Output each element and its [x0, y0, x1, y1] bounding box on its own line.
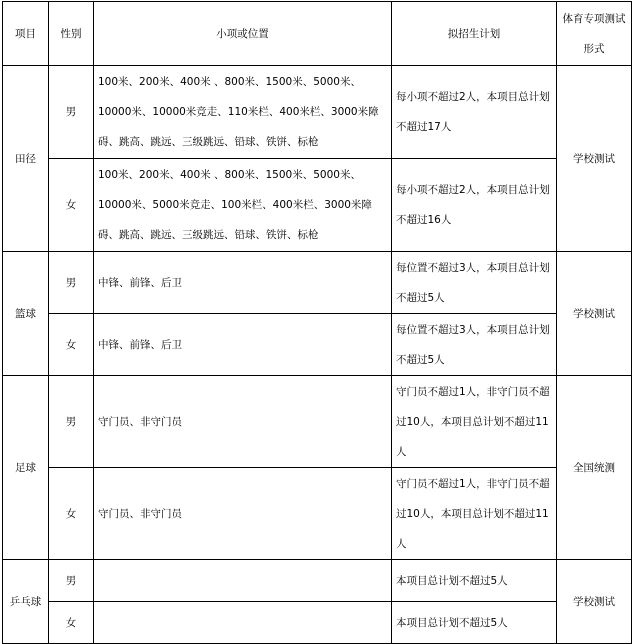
section-name-football: 足球 [3, 376, 49, 560]
subitem-cell [94, 602, 392, 644]
header-gender: 性别 [49, 2, 94, 66]
header-test-form: 体育专项测试形式 [557, 2, 632, 66]
section-name-basketball: 篮球 [3, 252, 49, 376]
subitem-cell [94, 560, 392, 602]
table-row [3, 560, 632, 602]
table-row [3, 314, 632, 376]
section-name-table-tennis: 乒乓球 [3, 560, 49, 644]
gender-cell: 男 [49, 560, 94, 602]
gender-cell: 男 [49, 252, 94, 314]
gender-cell: 男 [49, 376, 94, 468]
table-row [3, 602, 632, 644]
plan-cell: 每小项不超过2人，本项目总计划不超过17人 [392, 66, 557, 159]
gender-cell: 女 [49, 159, 94, 252]
gender-cell: 女 [49, 468, 94, 560]
test-form-cell: 学校测试 [557, 252, 632, 376]
gender-cell: 女 [49, 314, 94, 376]
section-name-athletics: 田径 [3, 66, 49, 252]
test-form-cell: 全国统测 [557, 376, 632, 560]
header-subitem: 小项或位置 [94, 2, 392, 66]
table-row [3, 376, 632, 468]
plan-cell: 每小项不超过2人，本项目总计划不超过16人 [392, 159, 557, 252]
table-row [3, 159, 632, 252]
table-row [3, 252, 632, 314]
plan-cell: 每位置不超过3人，本项目总计划不超过5人 [392, 252, 557, 314]
plan-cell: 守门员不超过1人，非守门员不超过10人，本项目总计划不超过11人 [392, 468, 557, 560]
test-form-cell: 学校测试 [557, 560, 632, 644]
gender-cell: 男 [49, 66, 94, 159]
plan-cell: 守门员不超过1人，非守门员不超过10人，本项目总计划不超过11人 [392, 376, 557, 468]
plan-cell: 每位置不超过3人，本项目总计划不超过5人 [392, 314, 557, 376]
table-row [3, 66, 632, 159]
header-plan: 拟招生计划 [392, 2, 557, 66]
subitem-cell: 中锋、前锋、后卫 [94, 252, 392, 314]
test-form-cell: 学校测试 [557, 66, 632, 252]
subitem-cell: 中锋、前锋、后卫 [94, 314, 392, 376]
subitem-cell: 100米、200米、400米 、800米、1500米、5000米、10000米、10000米竞走、110米栏、400米栏、3000米障碍、跳高、跳远、三级跳远、铅球、铁饼、标枪 [94, 66, 392, 159]
header-item: 项目 [3, 2, 49, 66]
table-row [3, 468, 632, 560]
subitem-cell: 守门员、非守门员 [94, 468, 392, 560]
gender-cell: 女 [49, 602, 94, 644]
subitem-cell: 守门员、非守门员 [94, 376, 392, 468]
plan-cell: 本项目总计划不超过5人 [392, 602, 557, 644]
subitem-cell: 100米、200米、400米 、800米、1500米、5000米、10000米、5000米竞走、100米栏、400米栏、3000米障碍、跳高、跳远、三级跳远、铅球、铁饼、标枪 [94, 159, 392, 252]
plan-cell: 本项目总计划不超过5人 [392, 560, 557, 602]
header-row [3, 2, 632, 66]
admissions-plan-table [2, 1, 632, 644]
